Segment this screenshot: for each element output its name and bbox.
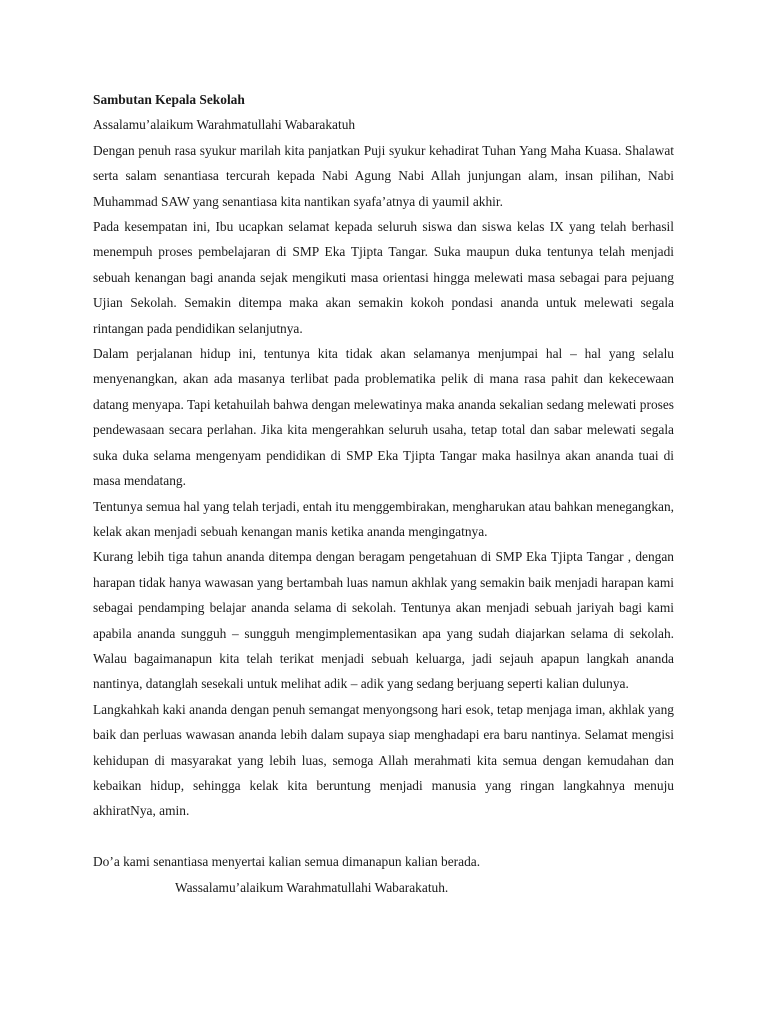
paragraph-congratulations: Pada kesempatan ini, Ibu ucapkan selamat kepada seluruh siswa dan siswa kelas IX yang telah berhasil menempuh proses pembelajaran di SMP Eka Tjipta Tangar. Suka maupun duka tentunya telah menjadi sebuah kenangan bagi ananda sejak mengikuti masa orientasi hingga melewati masa sebagai para pejuang Ujian Sekolah. Semakin ditempa maka akan semakin kokoh pondasi ananda untuk melewati segala rintangan pada pendidikan selanjutnya.	[93, 219, 674, 336]
document-title: Sambutan Kepala Sekolah	[93, 92, 245, 107]
paragraph-opening-gratitude: Dengan penuh rasa syukur marilah kita panjatkan Puji syukur kehadirat Tuhan Yang Maha Kuasa. Shalawat serta salam senantiasa tercurah kepada Nabi Agung Nabi Allah junjungan alam, insan pilihan, Nabi Muhammad SAW yang senantiasa kita nantikan syafa’atnya di yaumil akhir.	[93, 142, 674, 209]
opening-greeting: Assalamu’alaikum Warahmatullahi Wabarakatuh	[93, 117, 356, 133]
prayer-line: Do’a kami senantiasa menyertai kalian semua dimanapun kalian berada.	[93, 854, 481, 870]
paragraph-memories: Tentunya semua hal yang telah terjadi, entah itu menggembirakan, mengharukan atau bahkan menegangkan, kelak akan menjadi sebuah kenangan manis ketika ananda mengingatnya.	[93, 498, 674, 539]
paragraph-future: Langkahkah kaki ananda dengan penuh semangat menyongsong hari esok, tetap menjaga iman, akhlak yang baik dan perluas wawasan ananda lebih dalam supaya siap menghadapi era baru nantinya. Selamat mengisi kehidupan di masyarakat yang lebih luas, semoga Allah merahmati kita semua dengan kemudahan dan kebaikan hidup, sehingga kelak kita beruntung menjadi manusia yang ringan langkahnya menuju akhiratNya, amin.	[93, 701, 674, 819]
blank-line	[93, 824, 674, 849]
closing-greeting: Wassalamu’alaikum Warahmatullahi Wabarakatuh.	[175, 879, 449, 895]
document-page	[93, 87, 674, 900]
paragraph-three-years: Kurang lebih tiga tahun ananda ditempa dengan beragam pengetahuan di SMP Eka Tjipta Tangar , dengan harapan tidak hanya wawasan yang bertambah luas namun akhlak yang semakin baik menjadi harapan kami sebagai pendamping belajar ananda selama di sekolah. Tentunya akan menjadi sebuah jariyah bagi kami apabila ananda sungguh – sungguh mengimplementasikan apa yang sudah diajarkan selama di sekolah. Walau bagaimanapun kita telah terikat menjadi sebuah keluarga, jadi sejauh apapun langkah ananda nantinya, datanglah sesekali untuk melihat adik – adik yang sedang berjuang seperti kalian dulunya.	[93, 549, 674, 692]
paragraph-life-journey: Dalam perjalanan hidup ini, tentunya kita tidak akan selamanya menjumpai hal – hal yang selalu menyenangkan, akan ada masanya terlibat pada problematika pelik di mana rasa pahit dan kekecewaan datang menyapa. Tapi ketahuilah bahwa dengan melewatinya maka ananda sekalian sedang melewati proses pendewasaan secara perlahan. Jika kita mengerahkan seluruh usaha, tetap total dan sabar melewati segala suka duka selama mengenyam pendidikan di SMP Eka Tjipta Tangar maka hasilnya akan ananda tuai di masa mendatang.	[93, 346, 674, 489]
